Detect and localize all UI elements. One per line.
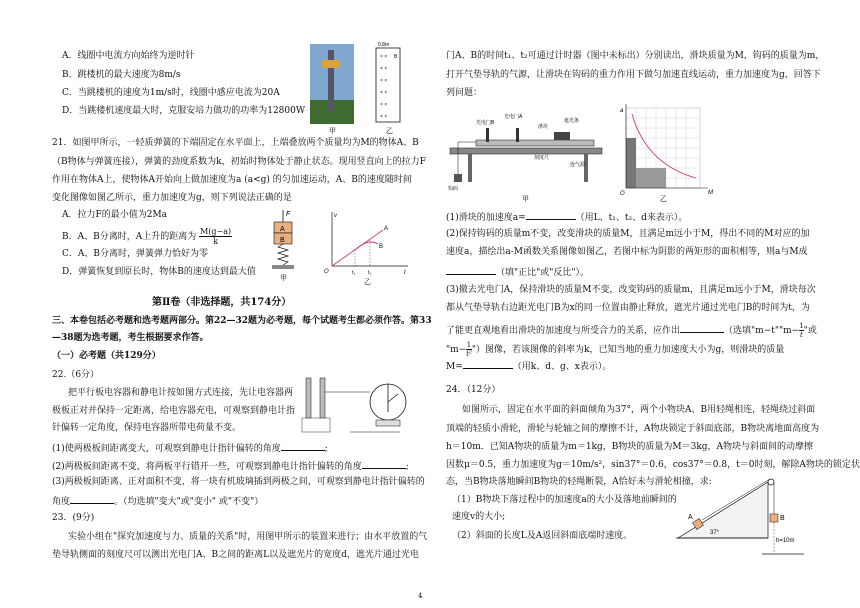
- q21-line: 21．如图甲所示，一轻质弹簧的下端固定在水平面上，上端叠放两个质量均为M的物体A、B: [52, 138, 419, 148]
- q22-sub2-text: (2)两极板间距离不变，将两板平行错开一些，可观察到静电计指针偏转的角度: [52, 462, 362, 472]
- curve-b: [355, 242, 378, 250]
- block-a-label: A: [280, 226, 285, 233]
- line-a-label: A: [384, 226, 389, 232]
- q21-option-a: A．拉力F的最小值为2Ma: [62, 210, 168, 220]
- gate-b: [486, 128, 489, 142]
- cross-row: × ×: [380, 114, 388, 120]
- q23-sub3-options: [446, 322, 817, 339]
- q23-sub2-end: [446, 264, 589, 280]
- fraction-denominator: t: [800, 331, 803, 339]
- q20-label-yi: 乙: [386, 128, 393, 135]
- q22-sub3-text: 角度: [52, 497, 71, 507]
- q20-option-a: A．线圈中电流方向始终为逆时针: [62, 51, 195, 61]
- cross-row: × ×: [380, 102, 388, 108]
- fraction-numerator: 1: [466, 341, 472, 349]
- q23-sub3-cont: 都从气垫导轨右边距光电门B为x的同一位置由静止释放，遮光片通过光电门B的时间为t，为: [446, 303, 810, 313]
- q22-sub1: [52, 440, 328, 456]
- block-b-label: B: [280, 237, 285, 244]
- section-title: 第Ⅱ卷（非选择题，共174分）: [152, 297, 292, 308]
- answer-blank: [362, 458, 406, 469]
- answer-blank: [526, 209, 576, 220]
- block-b-label: B: [780, 515, 785, 522]
- q23-sub3-tail: （用k、d、g、x表示）。: [512, 362, 612, 372]
- q23-cont: 打开气垫导轨的气源，让滑块在钩码的重力作用下做匀加速直线运动，重力加速度为g，回答下: [446, 70, 821, 80]
- capacitor-plate-left: [306, 378, 311, 418]
- q23-cont: 列问题：: [446, 88, 483, 98]
- q23-option-sep: "或: [803, 326, 817, 336]
- q22-hint: 。（均选填"变大"或"变小" 或"不变"）: [114, 497, 264, 507]
- answer-blank: [70, 493, 114, 504]
- q23-sub3-cont2: [446, 341, 784, 358]
- q23-cont: 门A、B的时间t₁、t₂可通过计时器（图中未标出）分别读出，滑块质量为M，钩码的质量为m，: [446, 51, 825, 61]
- block-a-label: A: [688, 514, 693, 521]
- q23-option-m-t: （选填"m−t""m−: [724, 326, 800, 336]
- q24-question: （2）斜面的长度L及A返回斜面底端时速度。: [452, 531, 633, 541]
- m-axis-label: M: [708, 190, 713, 196]
- table-leg: [584, 154, 588, 182]
- q22-line: 把平行板电容器和静电计按如图方式连接，先让电容器两: [68, 388, 294, 398]
- section-intro: 三、本卷包括必考题和选考题两部分。第22—32题为必考题，每个试题考生都必须作答。第33: [52, 316, 432, 326]
- answer-blank: [446, 264, 496, 275]
- q22-sub3: (3)两极板间距离、正对面积不变，将一块有机玻璃插到两极之间，可观察到静电计指针偏转的: [52, 477, 425, 487]
- slider-label: 滑块: [538, 124, 549, 130]
- q21-option-b: [62, 227, 232, 246]
- tower-ring: [322, 60, 340, 68]
- q23-sub1-text: (1)滑块的加速度a=: [446, 213, 526, 223]
- answer-blank: [680, 322, 724, 333]
- q23-sub3: (3)撤去光电门A，保持滑块的质量M不变，改变钩码的质量m，且满足m远小于M，滑块每次: [446, 285, 816, 295]
- q24-line: 态，当B物块落地瞬间B物块的轻绳断裂，A恰好未与滑轮相撞，求:: [446, 477, 712, 487]
- field-crosses: [380, 54, 387, 120]
- height-label: h=10m: [776, 538, 795, 544]
- ground: [272, 265, 294, 269]
- fraction-denominator: t²: [466, 350, 472, 358]
- q24-head: 24．（12分）: [446, 385, 501, 395]
- q21-figure: [268, 208, 418, 288]
- q21-fraction: [199, 227, 232, 246]
- q23-sub2: (2)保持钩码的质量m不变，改变滑块的质量M，且满足m远小于M，得出不同的M对应的加: [446, 229, 810, 239]
- cross-row: × ×: [380, 66, 388, 72]
- table-top: [450, 148, 602, 154]
- q24-line: 顶端的轻质小滑轮，滑轮与轮轴之间的摩擦不计，A物块锁定于斜面底部，B物块离地面高度为: [446, 424, 820, 434]
- required-title: （一）必考题（共129分）: [52, 351, 161, 361]
- a-axis-label: a: [620, 108, 624, 114]
- q23-sub3-text: 了能更直观地看出滑块的加速度与所受合力的关系，应作出: [446, 326, 681, 336]
- angle-label: 37°: [710, 530, 720, 536]
- q23-figure: [446, 104, 786, 204]
- q21-label-yi: 乙: [364, 279, 371, 286]
- q23-sub1: [446, 209, 687, 225]
- q22-figure: [300, 372, 420, 436]
- air-track: [476, 140, 594, 146]
- q20-option-c: C．当跳楼机的速度为1m/s时，线圈中感应电流为20A: [62, 88, 280, 98]
- shade-rect-2: [636, 168, 666, 188]
- q24-line: 如图所示，固定在水平面的斜面倾角为37°，两个小物块A、B用轻绳相连，轻绳绕过斜面: [462, 405, 816, 415]
- cross-row: × ×: [380, 78, 388, 84]
- q21-option-d: D．弹簧恢复到原长时，物体B的速度达到最大值: [62, 267, 256, 277]
- section-intro: —38题为选考题，考生根据要求作答。: [52, 333, 209, 343]
- electrometer-base: [376, 420, 400, 426]
- table-leg: [468, 154, 472, 182]
- v-axis-label: v: [334, 213, 337, 219]
- q23-sub2-tail: （填"正比"或"反比"）。: [496, 268, 590, 278]
- block-b: [770, 514, 778, 522]
- q23-m-eq: M=: [446, 362, 463, 372]
- t2-label: t₂: [368, 270, 372, 276]
- q22-line: 极板正对并保持一定距离，给电容器充电，可观察到静电计指: [52, 406, 296, 416]
- curve-b-label: B: [379, 244, 384, 250]
- q20-figure: [310, 40, 410, 136]
- q24-question: 速度v的大小;: [452, 512, 506, 522]
- q22-sub2: [52, 458, 409, 474]
- shade-rect-1: [626, 138, 636, 188]
- air-label: 连气源: [570, 162, 586, 168]
- q21-line: 作用在物体A上，使物体A开始向上做加速度为a (a<g) 的匀加速运动，A、B的速度随时间: [52, 175, 412, 185]
- q23-option-m: "m−: [446, 345, 467, 355]
- ruler-label: 刻度尺: [534, 155, 550, 161]
- q23-head: 23．(9分): [52, 513, 95, 523]
- q21-line: （B物体与弹簧连接），弹簧的劲度系数为k，初始时物体处于静止状态。现用竖直向上的拉力F: [52, 157, 426, 167]
- answer-blank: [281, 440, 325, 451]
- q21-line: 变化图像如图乙所示，重力加速度为g，则下列说法正确的是: [52, 193, 292, 203]
- semicolon: ;: [324, 444, 328, 454]
- q23-sub3-text2: "）图像，若该图像的斜率为k，已知当地的重力加速度大小为g，则滑块的质量: [471, 345, 785, 355]
- q22-sub3-cont: [52, 493, 263, 509]
- t-axis-label: t: [404, 270, 406, 276]
- q23-label-jia: 甲: [522, 196, 529, 203]
- capacitor-plate-right: [320, 378, 325, 418]
- q23-sub3-end: [446, 358, 611, 374]
- cross-row: × ×: [380, 54, 388, 60]
- q22-sub1-text: (1)使两极板间距离变大，可观察到静电计指针偏转的角度: [52, 444, 281, 454]
- q23-line: 实验小组在"探究加速度与力、质量的关系"时，用图甲所示的装置来进行；由水平放置的气: [68, 532, 428, 542]
- gate-a: [516, 128, 519, 142]
- q22-head: 22.（6分）: [52, 370, 100, 380]
- q22-line: 针偏转一定角度，保持电容器所带电荷量不变。: [52, 423, 242, 433]
- answer-blank: [463, 358, 513, 369]
- q23-label-yi: 乙: [660, 196, 667, 203]
- fraction-denominator: k: [213, 237, 219, 246]
- stand: [302, 418, 330, 432]
- q20-option-b: B．跳楼机的最大速度为8m/s: [62, 70, 181, 80]
- t1-label: t₁: [352, 270, 356, 276]
- incline: [678, 482, 768, 538]
- q21-option-c: C．A、B分离时，弹簧弹力恰好为零: [62, 249, 209, 259]
- q24-figure: [676, 474, 806, 570]
- hook-weight: [454, 174, 462, 182]
- tower: [328, 50, 334, 112]
- force-label: F: [286, 211, 291, 218]
- semicolon: ;: [405, 462, 409, 472]
- q24-question: （1）B物块下落过程中的加速度a的大小及落地前瞬间的: [452, 495, 677, 505]
- q21-option-b-text: B．A、B分离时，A上升的距离为: [62, 232, 197, 242]
- gate-a-label: 光电门A: [504, 114, 523, 120]
- fraction-numerator: 1: [799, 322, 804, 330]
- q21-label-jia: 甲: [280, 275, 287, 282]
- page-number: 4: [418, 592, 423, 600]
- q24-line: h＝10m．已知A物块的质量为m＝1kg，B物块的质量为M＝3kg，A物块与斜面间的动摩擦: [446, 442, 814, 452]
- q20-label-jia: 甲: [329, 128, 336, 135]
- origin-label: O: [324, 269, 329, 275]
- electrometer-needle: [388, 394, 398, 402]
- shade-label: 遮光条: [564, 118, 580, 124]
- q24-line: 因数μ＝0.5，重力加速度为g＝10m/s²，sin37°＝0.6，cos37°＝0.8，t＝0时刻，解除A物块的锁定状: [446, 460, 860, 470]
- field-b-label: B: [394, 54, 398, 60]
- spring: [278, 244, 288, 265]
- hook-label: 钩码: [448, 186, 459, 192]
- cross-row: × ×: [380, 90, 388, 96]
- gate-b-label: 光电门B: [476, 120, 495, 126]
- slider: [554, 132, 570, 140]
- fraction-numerator: M(g−a): [200, 227, 232, 236]
- q20-option-d: D．当跳楼机速度最大时，克服安培力做功的功率为12800W: [62, 106, 306, 116]
- origin-label: O: [620, 191, 625, 197]
- width-label: 0.8m: [378, 42, 390, 48]
- q23-sub2-cont: 速度a，描绘出a-M函数关系图像如图乙，若图中标为阴影的两矩形的面积相等，则a与M成: [446, 247, 808, 257]
- q23-line: 垫导轨侧面的刻度尺可以测出光电门A、B之间的距离L以及遮光片的宽度d，遮光片通过光电: [52, 550, 419, 560]
- q23-sub1-tail: （用L、t₁、t₂、d来表示）。: [575, 213, 688, 223]
